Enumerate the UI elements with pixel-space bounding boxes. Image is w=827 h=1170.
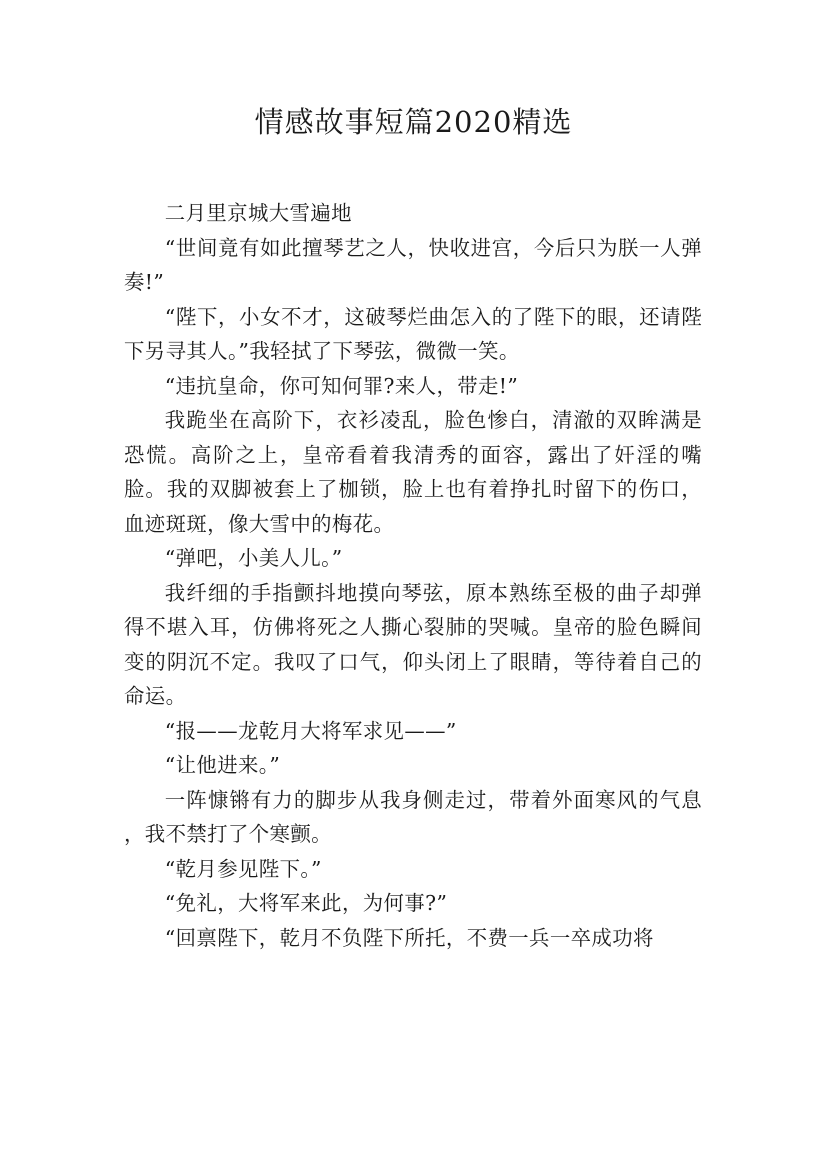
document-body — [124, 196, 702, 955]
paragraph: “回禀陛下，乾月不负陛下所托，不费一兵一卒成功将 — [164, 925, 654, 950]
paragraph: “让他进来。” — [164, 753, 281, 777]
paragraph: 二月里京城大雪遍地 — [164, 201, 352, 225]
paragraph: “乾月参见陛下。” — [164, 856, 322, 881]
paragraph: “违抗皇命，你可知何罪?来人，带走!” — [164, 373, 519, 398]
paragraph: “陛下，小女不才，这破琴烂曲怎入的了陛下的眼，还请陛下另寻其人。”我轻拭了下琴弦，微微一笑。 — [124, 304, 702, 363]
paragraph: 我纤细的手指颤抖地摸向琴弦，原本熟练至极的曲子却弹得不堪入耳，仿佛将死之人撕心裂肺的哭喊。皇帝的脸色瞬间变的阴沉不定。我叹了口气，仰头闭上了眼睛，等待着自己的命运。 — [124, 580, 702, 708]
paragraph: “世间竟有如此擅琴艺之人，快收进宫，今后只为朕一人弹奏!” — [124, 235, 702, 294]
paragraph: 一阵慷锵有力的脚步从我身侧走过，带着外面寒风的气息 ，我不禁打了个寒颤。 — [124, 787, 702, 846]
paragraph: 我跪坐在高阶下，衣衫凌乱，脸色惨白，清澈的双眸满是恐慌。高阶之上，皇帝看着我清秀的面容，露出了奸淫的嘴脸。我的双脚被套上了枷锁，脸上也有着挣扎时留下的伤口，血迹斑斑，像大雪中的梅花。 — [124, 408, 702, 536]
paragraph: “弹吧，小美人儿。” — [164, 546, 343, 570]
document-title: 情感故事短篇2020精选 — [254, 105, 573, 139]
paragraph: “免礼，大将军来此，为何事?” — [164, 891, 448, 915]
paragraph: “报——龙乾月大将军求见——” — [164, 718, 457, 743]
